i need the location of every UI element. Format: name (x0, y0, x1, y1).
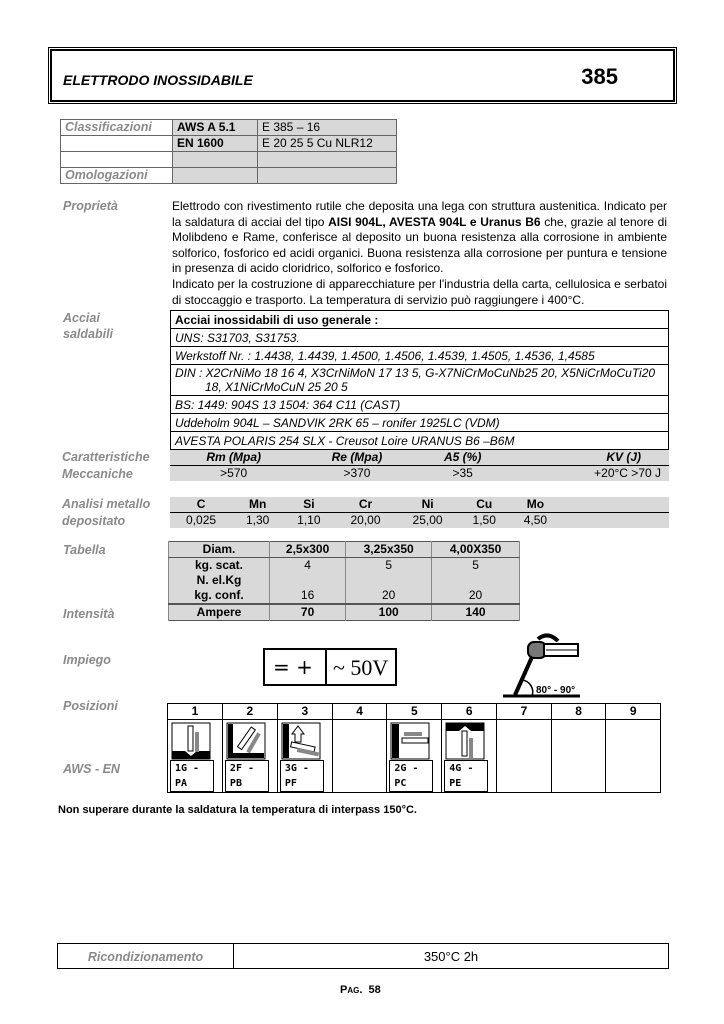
position-number: 6 (442, 704, 497, 720)
mechanical-table (170, 450, 669, 481)
value-cell: 20 (346, 588, 432, 604)
intensity-label: Intensità (63, 607, 115, 621)
position-number: 5 (387, 704, 442, 720)
value-cell: 140 (432, 604, 520, 621)
value-cell: 1,10 (297, 513, 321, 527)
value-cell: +20°C >70 J (594, 466, 661, 480)
current-box (263, 648, 397, 686)
position-cell (168, 720, 223, 793)
page-number (340, 984, 381, 996)
reconditioning-value: 350°C 2h (423, 949, 479, 964)
aws-en-label: AWS - EN (63, 762, 120, 776)
page-prefix: Pag. (340, 984, 363, 996)
value-cell (270, 573, 346, 588)
usage-label: Impiego (63, 653, 111, 667)
product-title: ELETTRODO INOSSIDABILE (63, 72, 253, 88)
value-cell: 70 (270, 604, 346, 621)
welding-position-icon (226, 722, 268, 760)
position-code: 1G - PA (170, 760, 214, 792)
steels-title: Acciai inossidabili di uso generale : (171, 311, 669, 329)
position-number: 4 (332, 704, 387, 720)
steel-row (171, 365, 669, 396)
position-number: 7 (497, 704, 552, 720)
value-cell: 5 (432, 558, 520, 574)
value-cell: 5 (346, 558, 432, 574)
value-cell: 20 (432, 588, 520, 604)
header-cell: Re (Mpa) (297, 450, 416, 466)
value-cell: 1,30 (245, 513, 270, 527)
position-number: 1 (168, 704, 223, 720)
properties-label: Proprietà (63, 199, 118, 213)
position-cell (606, 720, 661, 793)
header-box (48, 47, 677, 104)
steel-row-line: 18, X1NiCrMoCuN 25 20 5 (205, 380, 348, 394)
positions-label: Posizioni (63, 699, 118, 713)
position-number: 3 (277, 704, 332, 720)
position-cell (551, 720, 606, 793)
steel-row: UNS: S31703, S31753. (171, 329, 669, 347)
welding-position-icon (281, 722, 323, 760)
empty-cell (258, 152, 397, 168)
steel-row: BS: 1449: 904S 13 1504: 364 C11 (CAST) (171, 396, 669, 414)
analysis-table (170, 497, 669, 528)
analysis-label-1: Analisi metallo (62, 497, 151, 511)
position-cell (332, 720, 387, 793)
value-cell (432, 573, 520, 588)
analysis-label-2: depositato (62, 514, 126, 528)
header-cell: Cr (334, 497, 396, 513)
properties-text-2: che, grazie al tenore di Molibdeno e Rame, conferisce al deposito un buona resistenza alla corrosione in ambiente solforico, fosforico ed acidi organici. Buona resistenza alla corrosione per puntura e tensione in presenza di acido cloridrico, solforico e fosforico. (172, 214, 667, 276)
empty-cell (561, 497, 669, 513)
row-label: kg. scat. (169, 558, 270, 574)
current-type: = + (273, 655, 313, 679)
class-cell: E 20 25 5 Cu NLR12 (258, 136, 397, 152)
angle-text: 80° - 90° (536, 685, 576, 696)
steel-row: Werkstoff Nr. : 1.4438, 1.4439, 1.4500, 1.4506, 1.4539, 1.4505, 1.4536, 1,4585 (171, 347, 669, 365)
header-cell: Mn (232, 497, 283, 513)
row-label: N. el.Kg (169, 573, 270, 588)
position-number: 8 (551, 704, 606, 720)
header-cell: 2,5x300 (270, 542, 346, 558)
value-cell: 4,50 (523, 513, 548, 527)
header-cell: Rm (Mpa) (170, 450, 297, 466)
row-label: kg. conf. (169, 588, 270, 604)
steel-row: Uddeholm 904L – SANDVIK 2RK 65 – ronifer 1925LC (VDM) (171, 414, 669, 432)
empty-cell (61, 136, 173, 152)
header-cell: 3,25x350 (346, 542, 432, 558)
value-cell: >570 (220, 466, 248, 480)
welding-position-icon (445, 722, 487, 760)
value-cell (346, 573, 432, 588)
packaging-table (168, 541, 520, 621)
value-cell: 100 (346, 604, 432, 621)
standard-cell: AWS A 5.1 (173, 120, 258, 136)
empty-cell (173, 152, 258, 168)
value-cell: 1,50 (472, 513, 496, 527)
properties-text-1: Elettrodo con rivestimento rutile che deposita una lega con struttura austenitica. Indicato per la saldatura di acciai del tipo (172, 199, 667, 229)
steel-row: AVESTA POLARIS 254 SLX - Creusot Loire URANUS B6 –B6M (171, 432, 669, 450)
value-cell: 25,00 (412, 513, 443, 527)
welding-position-icon (171, 722, 213, 760)
class-cell: E 385 – 16 (258, 120, 397, 136)
value-cell: 0,025 (186, 513, 217, 527)
value-cell: >35 (452, 466, 473, 480)
header-cell: Diam. (169, 542, 270, 558)
empty-cell (258, 168, 397, 184)
interpass-note: Non superare durante la saldatura la temperatura di interpass 150°C. (58, 804, 417, 816)
position-cell (387, 720, 442, 793)
welding-position-icon (390, 722, 432, 760)
value-cell: 16 (270, 588, 346, 604)
table-label: Tabella (63, 543, 106, 557)
empty-cell (561, 513, 669, 529)
empty-cell (173, 168, 258, 184)
voltage: ~ 50V (333, 655, 389, 680)
divider (325, 650, 327, 684)
position-code: 3G - PF (280, 760, 324, 792)
position-code: 2F - PB (225, 760, 269, 792)
header-cell: A5 (%) (417, 450, 509, 466)
steels-label-2: saldabili (63, 327, 114, 341)
position-cell (222, 720, 277, 793)
row-label: Ampere (169, 604, 270, 621)
product-number: 385 (581, 64, 618, 89)
value-cell: 20,00 (350, 513, 381, 527)
header-cell: Cu (459, 497, 510, 513)
position-cell (277, 720, 332, 793)
position-code: 2G - PC (389, 760, 433, 792)
properties-text (172, 199, 667, 308)
header-cell: Ni (397, 497, 459, 513)
reconditioning-label: Ricondizionamento (87, 950, 204, 964)
properties-text-3: Indicato per la costruzione di apparecchiature per l'industria della carta, cellulosica e serbatoi di stoccaggio e trasporto. La temperatura di servizio può raggiungere i 400°C. (172, 276, 667, 307)
header-cell: Si (283, 497, 334, 513)
position-number: 2 (222, 704, 277, 720)
steels-label-1: Acciai (63, 311, 100, 325)
header-cell: KV (J) (509, 450, 669, 466)
mechanical-label-2: Meccaniche (62, 467, 133, 481)
mechanical-label-1: Caratteristiche (62, 450, 150, 464)
position-cell (442, 720, 497, 793)
steels-table (170, 310, 669, 450)
classification-table (60, 119, 397, 184)
header-cell: C (170, 497, 232, 513)
reconditioning-box (57, 943, 669, 969)
electrode-angle-icon (498, 633, 584, 699)
header-cell: 4,00X350 (432, 542, 520, 558)
position-number: 9 (606, 704, 661, 720)
empty-cell (61, 152, 173, 168)
value-cell: >370 (343, 466, 371, 480)
approvals-label: Omologazioni (61, 168, 173, 184)
position-cell (497, 720, 552, 793)
value-cell: 4 (270, 558, 346, 574)
position-code: 4G - PE (444, 760, 488, 792)
positions-table (167, 703, 661, 793)
classification-label: Classificazioni (61, 120, 173, 136)
header-cell: Mo (510, 497, 561, 513)
standard-cell: EN 1600 (173, 136, 258, 152)
page-number-value: 58 (368, 984, 381, 996)
steel-row-line: DIN : X2CrNiMo 18 16 4, X3CrNiMoN 17 13 5, G-X7NiCrMoCuNb25 20, X5NiCrMoCuTi20 (175, 366, 656, 380)
properties-bold: AISI 904L, AVESTA 904L e Uranus B6 (328, 214, 541, 229)
